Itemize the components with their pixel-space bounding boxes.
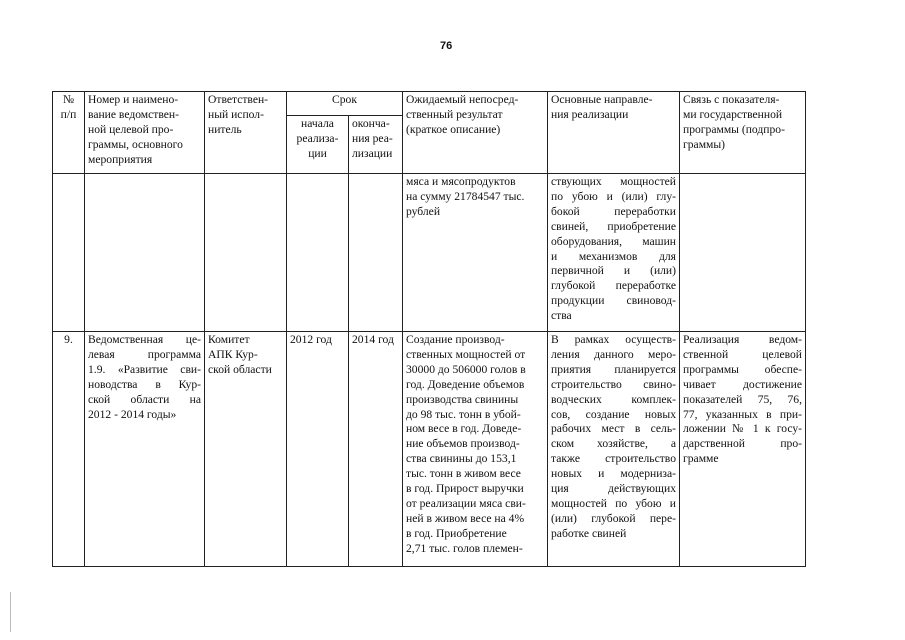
text-line: лизации — [352, 146, 393, 160]
text-line: Основные направле- — [551, 93, 653, 106]
text-line: в год. Приобретение — [406, 526, 507, 540]
text-line: ния реа- — [352, 131, 393, 145]
text-line: до 98 тыс. тонн в убой- — [406, 407, 521, 421]
text-line: и механизмов для — [551, 249, 676, 263]
text-line: сов, создание новых — [551, 407, 676, 421]
text-line: свиней, приобретение — [551, 219, 676, 233]
text-line: ства свинины до 153,1 — [406, 452, 517, 466]
text-line: программы (подпро- — [683, 122, 785, 136]
text-line: дарственной про- — [683, 437, 802, 451]
header-row-1 — [53, 92, 806, 116]
header-num — [53, 92, 85, 174]
header-link — [680, 92, 806, 174]
text-line: от реализации мяса сви- — [406, 496, 526, 510]
header-name — [85, 92, 205, 174]
text-line: ства — [551, 309, 572, 323]
cell-num — [53, 174, 85, 332]
table-row — [53, 332, 806, 567]
text-line: новодства в Кур- — [88, 377, 201, 391]
text-line: новых и модерниза- — [551, 467, 676, 481]
text-line: программы обеспе- — [683, 362, 802, 376]
text-line: граммы) — [683, 137, 726, 151]
text-line: (или) глубокой пере- — [551, 511, 676, 525]
header-term-start — [287, 116, 349, 174]
text-line: ствующих мощностей — [551, 175, 676, 188]
text-line: граммы, основного — [88, 137, 183, 151]
text-line: № — [62, 93, 75, 106]
text-line: Номер и наимено- — [88, 93, 179, 106]
text-line: ственных мощностей от — [406, 347, 526, 361]
text-line: ном весе в год. Доведе- — [406, 422, 522, 436]
text-line: реализа- — [296, 131, 339, 145]
text-line: левая программа — [88, 347, 201, 361]
cell-num: 9. — [53, 332, 85, 567]
cell-executor — [205, 332, 287, 567]
text-line: водческих комплек- — [551, 392, 676, 406]
cell-link — [680, 332, 806, 567]
cell-name — [85, 332, 205, 567]
text-line: строительство свино- — [551, 377, 676, 391]
cell-result — [403, 174, 548, 332]
text-line: грамме — [683, 452, 719, 466]
cell-start — [287, 174, 349, 332]
text-line: ной целевой про- — [88, 122, 174, 136]
text-line: В рамках осуществ- — [551, 333, 676, 346]
text-line: Реализация ведом- — [683, 333, 802, 346]
cell-directions — [548, 332, 680, 567]
text-line: (краткое описание) — [406, 122, 501, 136]
text-line: ми государственной — [683, 107, 783, 121]
text-line: в год. Прирост выручки — [406, 482, 524, 496]
text-line: ственной целевой — [683, 347, 802, 361]
header-result — [403, 92, 548, 174]
text-line: АПК Кур- — [208, 347, 258, 361]
text-line: 2012 - 2014 годы» — [88, 407, 177, 421]
text-line: мероприятия — [88, 152, 153, 166]
text-line: первичной и (или) — [551, 264, 676, 278]
text-line: глубокой переработке — [551, 279, 676, 293]
text-line: ции — [308, 146, 327, 160]
text-line: нитель — [208, 122, 242, 136]
text-line: Ведомственная це- — [88, 333, 201, 346]
text-line: продукции свиновод- — [551, 294, 676, 308]
page-number: 76 — [440, 40, 453, 52]
text-line: оборудования, машин — [551, 234, 676, 248]
text-line: приятия планируется — [551, 362, 676, 376]
text-line: тыс. тонн в живом весе — [406, 467, 521, 481]
text-line: 2,71 тыс. голов племен- — [406, 541, 523, 555]
text-line: Ответствен- — [208, 93, 269, 106]
cell-result — [403, 332, 548, 567]
header-executor — [205, 92, 287, 174]
text-line: показателей 75, 76, — [683, 392, 802, 406]
text-line: рабочих мест в сель- — [551, 422, 676, 436]
text-line: год. Доведение объемов — [406, 377, 525, 391]
cell-executor — [205, 174, 287, 332]
measures-table — [52, 91, 806, 567]
text-line: ложении № 1 к госу- — [683, 422, 802, 436]
text-line: Комитет — [208, 333, 250, 346]
text-line: 77, указанных в при- — [683, 407, 802, 421]
text-line: на сумму 21784547 тыс. — [406, 189, 525, 203]
text-line: ния реализации — [551, 107, 629, 121]
text-line: оконча- — [352, 117, 390, 130]
text-line: ней в живом весе на 4% — [406, 511, 525, 525]
text-line: мощностей по убою и — [551, 496, 676, 510]
text-line: ние объемов производ- — [406, 437, 520, 451]
text-line: вание ведомствен- — [88, 107, 179, 121]
cell-end — [349, 174, 403, 332]
text-line: рублей — [406, 204, 441, 218]
text-line: ской области на — [88, 392, 201, 406]
scan-edge-mark — [10, 592, 11, 632]
cell-start: 2012 год — [287, 332, 349, 567]
text-line: ственный результат — [406, 107, 503, 121]
text-line: Связь с показателя- — [683, 93, 780, 106]
text-line: Создание производ- — [406, 333, 505, 346]
header-directions — [548, 92, 680, 174]
text-line: 30000 до 506000 голов в — [406, 362, 526, 376]
text-line: начала — [301, 117, 334, 130]
text-line: ления данного меро- — [551, 347, 676, 361]
text-line: чивает достижение — [683, 377, 802, 391]
cell-directions — [548, 174, 680, 332]
text-line: работке свиней — [551, 526, 627, 540]
header-term: Срок — [287, 92, 403, 116]
text-line: также строительство — [551, 452, 676, 466]
text-line: бокой переработки — [551, 204, 676, 218]
text-line: производства свинины — [406, 392, 519, 406]
text-line: Ожидаемый непосред- — [406, 93, 519, 106]
text-line: ция действующих — [551, 482, 676, 496]
text-line: ный испол- — [208, 107, 264, 121]
text-line: мяса и мясопродуктов — [406, 175, 516, 188]
cell-end: 2014 год — [349, 332, 403, 567]
header-term-end — [349, 116, 403, 174]
cell-link — [680, 174, 806, 332]
text-line: 1.9. «Развитие сви- — [88, 362, 201, 376]
text-line: по убою и (или) глу- — [551, 189, 676, 203]
text-line: ском хозяйстве, а — [551, 437, 676, 451]
table-row — [53, 174, 806, 332]
text-line: ской области — [208, 362, 272, 376]
cell-name — [85, 174, 205, 332]
text-line: п/п — [60, 107, 77, 121]
